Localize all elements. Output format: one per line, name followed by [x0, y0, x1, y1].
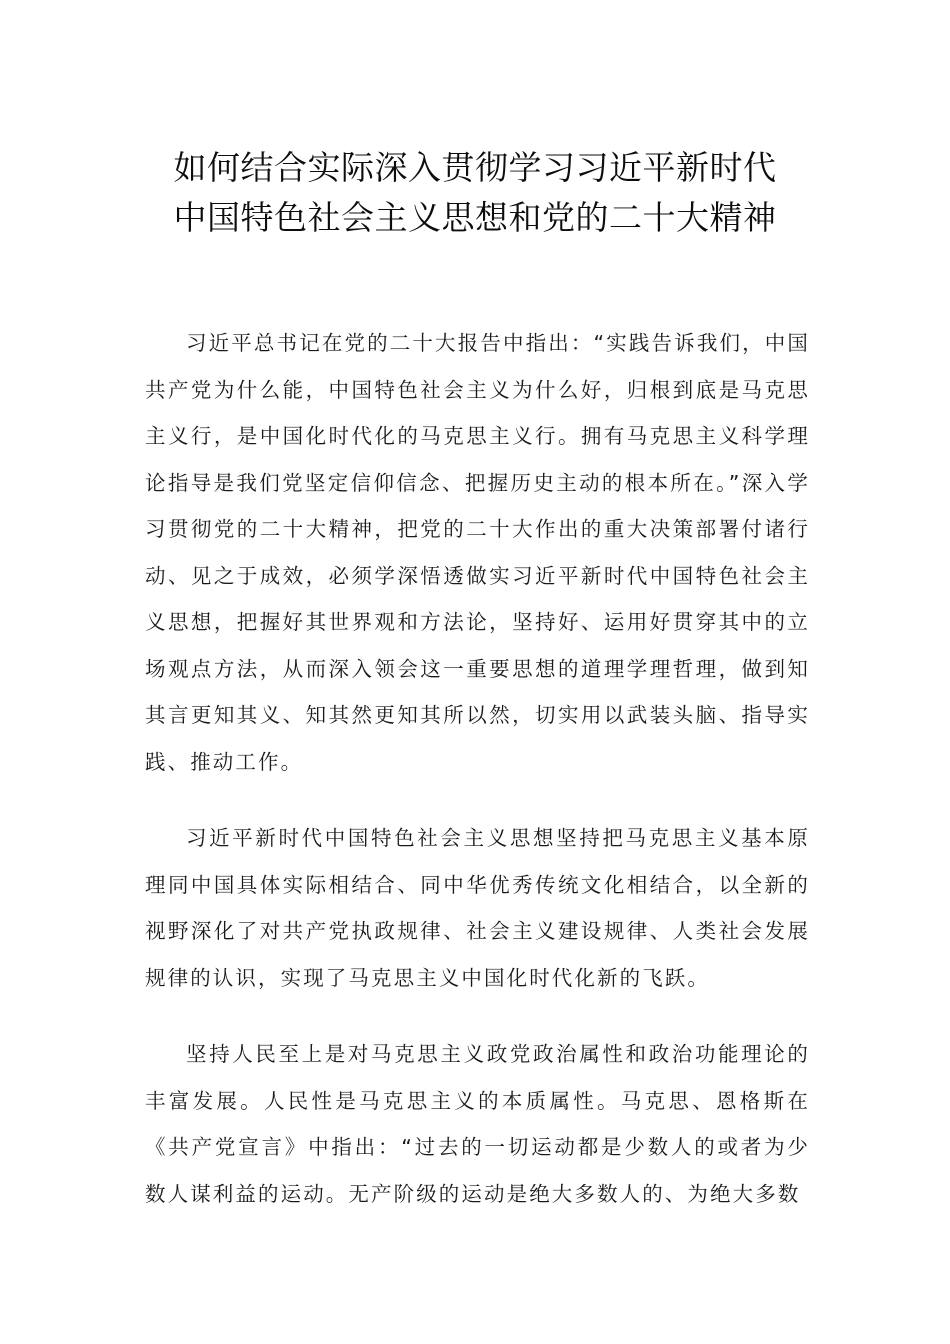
document-title [120, 143, 830, 243]
title-line-1: 如何结合实际深入贯彻学习习近平新时代 [173, 148, 777, 187]
document-body [145, 320, 810, 1247]
title-line-2: 中国特色社会主义思想和党的二十大精神 [173, 198, 777, 237]
paragraph-3: 坚持人民至上是对马克思主义政党政治属性和政治功能理论的丰富发展。人民性是马克思主义的本质属性。马克思、恩格斯在《共产党宣言》中指出：“过去的一切运动都是少数人的或者为少数人谋利益的运动。无产阶级的运动是绝大多数人的、为绝大多数 [145, 1042, 810, 1206]
paragraph-1: 习近平总书记在党的二十大报告中指出：“实践告诉我们，中国共产党为什么能，中国特色社会主义为什么好，归根到底是马克思主义行，是中国化时代化的马克思主义行。拥有马克思主义科学理论指导是我们党坚定信仰信念、把握历史主动的根本所在。”深入学习贯彻党的二十大精神，把党的二十大作出的重大决策部署付诸行动、见之于成效，必须学深悟透做实习近平新时代中国特色社会主义思想，把握好其世界观和方法论，坚持好、运用好贯穿其中的立场观点方法，从而深入领会这一重要思想的道理学理哲理，做到知其言更知其义、知其然更知其所以然，切实用以武装头脑、指导实践、推动工作。 [145, 331, 810, 774]
paragraph-2: 习近平新时代中国特色社会主义思想坚持把马克思主义基本原理同中国具体实际相结合、同中华优秀传统文化相结合，以全新的视野深化了对共产党执政规律、社会主义建设规律、人类社会发展规律的认识，实现了马克思主义中国化时代化新的飞跃。 [145, 826, 810, 990]
